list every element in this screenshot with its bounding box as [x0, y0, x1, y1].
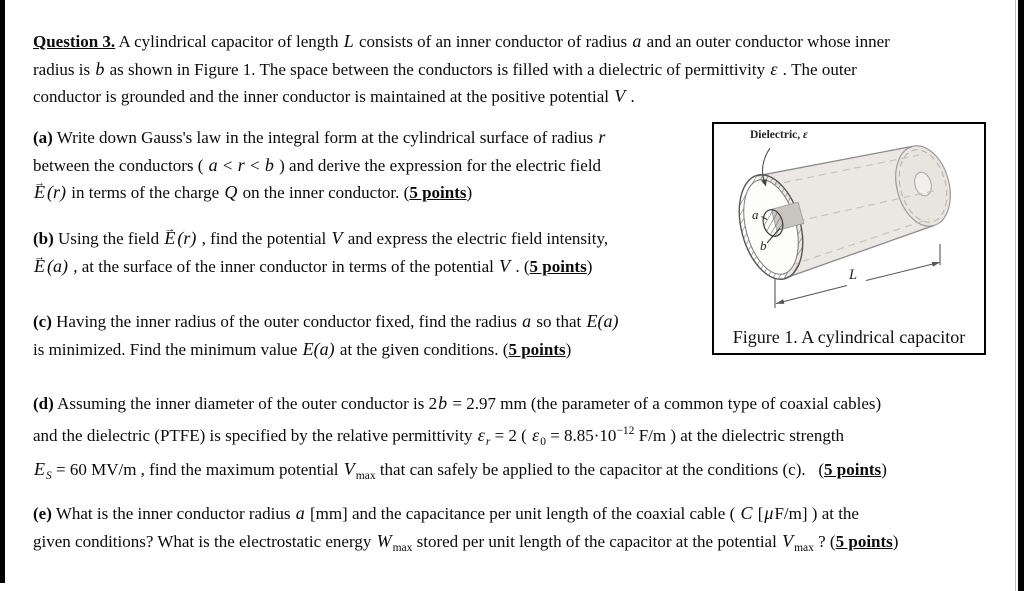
text-line	[33, 308, 713, 336]
text-run: V	[782, 530, 794, 551]
right-edge-line	[1015, 0, 1016, 591]
text-run: .	[626, 87, 635, 106]
text-line	[33, 179, 713, 207]
text-run: )	[565, 339, 572, 359]
text-run: W	[376, 530, 392, 551]
text-run: in terms of the charge	[67, 183, 224, 202]
text-run: [mm] and the capacitance per unit length of the coaxial cable (	[305, 504, 740, 523]
text-run: ε	[477, 424, 485, 445]
text-run: V	[499, 255, 511, 276]
text-run: E(a)	[302, 338, 335, 359]
text-run: and the dielectric (PTFE) is specified by the relative permittivity	[33, 425, 477, 445]
text-run: Using the field	[53, 229, 164, 248]
text-run: (e)	[33, 504, 52, 523]
text-run: E →	[33, 179, 46, 207]
text-run: max	[392, 541, 413, 554]
text-run: at the given conditions. (	[335, 339, 509, 359]
text-run: E(a)	[586, 311, 619, 331]
text-line	[33, 500, 993, 528]
permittivity-symbol: ε	[803, 129, 808, 141]
text-run: a	[295, 503, 305, 523]
length-label: L	[849, 267, 858, 283]
text-run: b	[264, 154, 274, 175]
question-intro-paragraph	[33, 28, 993, 111]
text-run: Assuming the inner diameter of the outer conductor is 2	[53, 394, 438, 413]
text-run: )	[586, 256, 593, 276]
text-run: that can safely be applied to the capacitor at the conditions (c). (	[375, 460, 825, 479]
text-run: = 2 (	[490, 425, 532, 445]
text-run: max	[355, 470, 376, 482]
text-run: V	[343, 459, 355, 479]
text-run: S	[46, 470, 52, 482]
text-run: r	[485, 435, 491, 448]
cylindrical-capacitor-diagram	[714, 124, 984, 353]
figure-1-panel	[712, 122, 986, 355]
text-run: and express the electric field intensity,	[343, 229, 609, 248]
text-run: (a)	[33, 128, 53, 147]
text-run: 0	[540, 435, 546, 448]
text-run: on the inner conductor. (	[238, 183, 410, 202]
dielectric-label	[750, 129, 808, 141]
text-line	[33, 152, 713, 180]
text-run: b	[95, 58, 105, 79]
text-run: a	[522, 311, 532, 331]
radius-b-label: b	[760, 238, 767, 253]
text-run: between the conductors (	[33, 155, 208, 175]
text-run: C	[740, 503, 753, 523]
text-run: conductor is grounded and the inner conductor is maintained at the positive potential	[33, 87, 614, 106]
text-run: . The outer	[778, 59, 857, 79]
text-run: and an outer conductor whose inner	[642, 32, 890, 51]
text-run: (c)	[33, 312, 52, 331]
text-line	[33, 124, 713, 152]
text-run: = 2.97 mm (the parameter of a common type of coaxial cables)	[448, 394, 882, 413]
text-run: stored per unit length of the capacitor at the potential	[412, 531, 782, 551]
text-run: so that	[532, 312, 586, 331]
text-run: max	[794, 541, 814, 554]
text-run: A cylindrical capacitor of length	[115, 32, 343, 51]
text-run: )	[892, 531, 899, 551]
text-run: ? (	[813, 531, 836, 551]
text-run: (a)	[47, 255, 68, 276]
text-run: = 60 MV/m , find the maximum potential	[51, 460, 343, 479]
text-line	[33, 225, 713, 253]
text-run: Write down Gauss's law in the integral form at the cylindrical surface of radius	[52, 128, 598, 147]
text-run: ε	[770, 58, 778, 79]
text-run: . (	[511, 256, 530, 276]
text-run: E	[34, 459, 45, 479]
text-run: 5 points	[409, 183, 467, 202]
text-run: 5 points	[508, 339, 566, 359]
text-run: r	[598, 127, 606, 147]
dielectric-label-text: Dielectric,	[750, 129, 801, 141]
dimension-arrowhead-left	[776, 299, 784, 304]
text-run: , find the potential	[197, 229, 331, 248]
dimension-arrowhead-right	[932, 262, 940, 267]
text-run: Having the inner radius of the outer conductor fixed, find the radius	[51, 312, 522, 331]
text-run: ε	[532, 424, 540, 445]
text-line	[33, 28, 993, 56]
question-part-d	[33, 390, 993, 491]
text-run: is minimized. Find the minimum value	[33, 339, 302, 359]
question-part-a	[33, 124, 713, 207]
text-line	[33, 83, 993, 111]
text-run: Question 3.	[33, 32, 116, 51]
text-line	[33, 336, 713, 364]
text-run: radius is	[33, 59, 95, 79]
left-edge-bar	[0, 0, 5, 583]
text-run: L	[343, 31, 354, 51]
text-run: (b)	[33, 229, 54, 248]
figure-caption: Figure 1. A cylindrical capacitor	[732, 327, 966, 347]
text-run: given conditions? What is the electrostatic energy	[33, 531, 376, 551]
text-line	[33, 456, 993, 491]
text-run: , at the surface of the inner conductor in terms of the potential	[69, 256, 499, 276]
dimension-line-right	[866, 263, 939, 281]
text-run: )	[881, 460, 887, 479]
text-run: 5 points	[824, 460, 882, 479]
text-line	[33, 253, 713, 281]
text-run: as shown in Figure 1. The space between the conductors is filled with a dielectric of permittivity	[105, 59, 770, 79]
text-run: What is the inner conductor radius	[51, 504, 295, 523]
text-run: V	[614, 86, 626, 106]
text-run: F/m] ) at the	[774, 504, 859, 523]
text-run: F/m ) at the dielectric strength	[634, 425, 845, 445]
right-edge-bar	[1018, 0, 1024, 591]
text-run: r	[237, 154, 245, 175]
text-run: <	[245, 155, 264, 175]
text-run: E →	[163, 225, 176, 253]
text-run: V	[331, 228, 343, 248]
question-part-b	[33, 225, 713, 280]
text-run: b	[438, 393, 448, 413]
text-run: Q	[224, 182, 238, 202]
question-part-c	[33, 308, 713, 363]
text-run: (r)	[177, 228, 197, 248]
text-run: consists of an inner conductor of radius	[354, 32, 632, 51]
text-line	[33, 390, 993, 418]
text-run: 5 points	[529, 256, 587, 276]
question-part-e	[33, 500, 993, 562]
text-run: E →	[33, 253, 46, 281]
text-run: = 8.85·10	[545, 425, 617, 445]
text-run: a	[208, 154, 218, 175]
text-run: −12	[616, 424, 635, 437]
text-run: μ	[764, 503, 774, 523]
text-run: [	[753, 504, 764, 523]
text-line	[33, 56, 993, 84]
text-run: ) and derive the expression for the electric field	[274, 155, 602, 175]
text-run: (r)	[47, 182, 66, 202]
radius-a-label: a	[752, 207, 759, 222]
text-run: 5 points	[835, 531, 893, 551]
dimension-line-left	[776, 286, 847, 304]
text-run: (d)	[33, 394, 54, 413]
text-line	[33, 418, 993, 457]
text-run: a	[632, 31, 642, 51]
text-line	[33, 528, 993, 563]
text-run: )	[466, 183, 473, 202]
text-run: <	[218, 155, 237, 175]
